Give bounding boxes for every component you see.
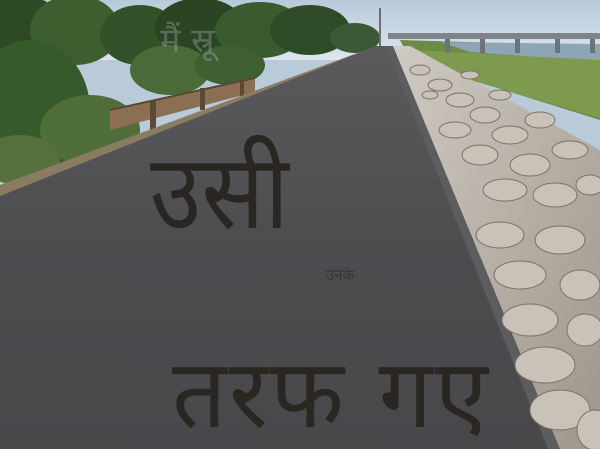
faded-watermark-text: मैं स्रू [160, 21, 215, 61]
overlay-text-line-1: उसी [150, 131, 289, 253]
overlay-text-line-2: तरफ गए [172, 338, 490, 449]
small-mark-text: उनके [326, 266, 355, 284]
light-pole [379, 8, 381, 48]
